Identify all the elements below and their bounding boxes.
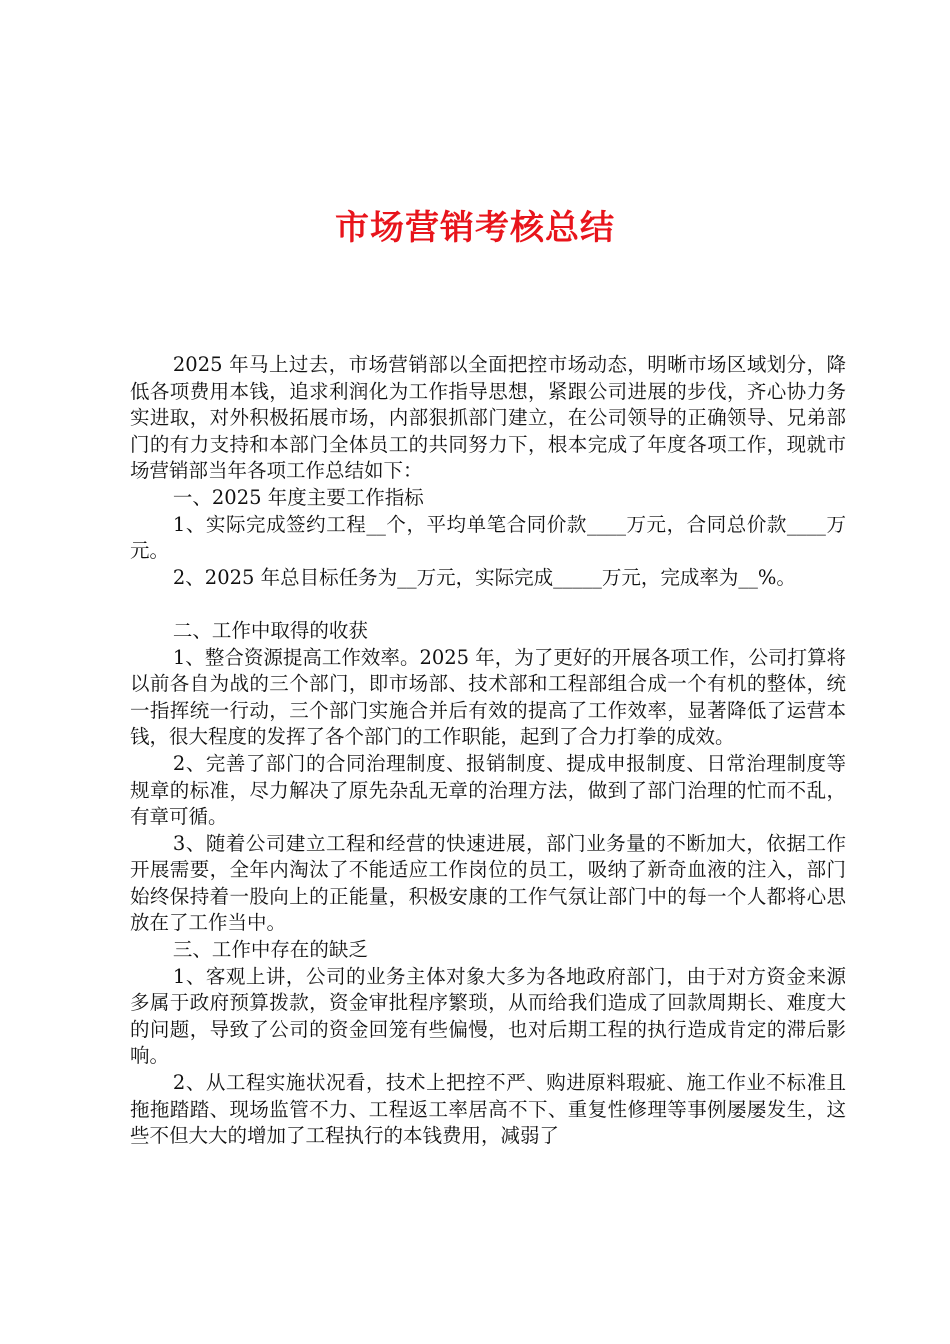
- paragraph-item: 1、客观上讲，公司的业务主体对象大多为各地政府部门，由于对方资金来源多属于政府预算拨款，资金审批程序繁琐，从而给我们造成了回款周期长、难度大的问题，导致了公司的资金回笼有些偏慢，也对后期工程的执行造成肯定的滞后影响。: [130, 964, 846, 1068]
- paragraph-item: 2、从工程实施状况看，技术上把控不严、购进原料瑕疵、施工作业不标准且拖拖踏踏、现场监管不力、工程返工率居高不下、重复性修理等事例屡屡发生，这些不但大大的增加了工程执行的本钱费用，减弱了: [130, 1071, 846, 1148]
- section-heading-1: 一、2025 年度主要工作指标: [172, 485, 424, 509]
- document-title: 市场营销考核总结: [335, 208, 615, 248]
- paragraph-item: 1、实际完成签约工程__个，平均单笔合同价款____万元，合同总价款____万元。: [130, 512, 846, 563]
- document-body: [130, 352, 846, 1150]
- paragraph-item: 2、2025 年总目标任务为__万元，实际完成_____万元，完成率为__%。: [172, 565, 796, 589]
- paragraph-item: 1、整合资源提高工作效率。2025 年，为了更好的开展各项工作，公司打算将以前各自为战的三个部门，即市场部、技术部和工程部组合成一个有机的整体，统一指挥统一行动，三个部门实施合并后有效的提高了工作效率，显著降低了运营本钱，很大程度的发挥了各个部门的工作职能，起到了合力打拳的成效。: [130, 645, 846, 749]
- intro-paragraph: 2025 年马上过去，市场营销部以全面把控市场动态，明晰市场区域划分，降低各项费用本钱，追求利润化为工作指导思想，紧跟公司进展的步伐，齐心协力务实进取，对外积极拓展市场，内部狠抓部门建立，在公司领导的正确领导、兄弟部门的有力支持和本部门全体员工的共同努力下，根本完成了年度各项工作，现就市场营销部当年各项工作总结如下：: [130, 353, 846, 483]
- paragraph-item: 2、完善了部门的合同治理制度、报销制度、提成申报制度、日常治理制度等规章的标准，尽力解决了原先杂乱无章的治理方法，做到了部门治理的忙而不乱，有章可循。: [130, 751, 846, 829]
- paragraph-item: 3、随着公司建立工程和经营的快速进展，部门业务量的不断加大，依据工作开展需要，全年内淘汰了不能适应工作岗位的员工，吸纳了新奇血液的注入，部门始终保持着一股向上的正能量，积极安康的工作气氛让部门中的每一个人都将心思放在了工作当中。: [130, 831, 846, 935]
- section-heading-3: 三、工作中存在的缺乏: [172, 938, 368, 962]
- section-heading-2: 二、工作中取得的收获: [172, 618, 368, 642]
